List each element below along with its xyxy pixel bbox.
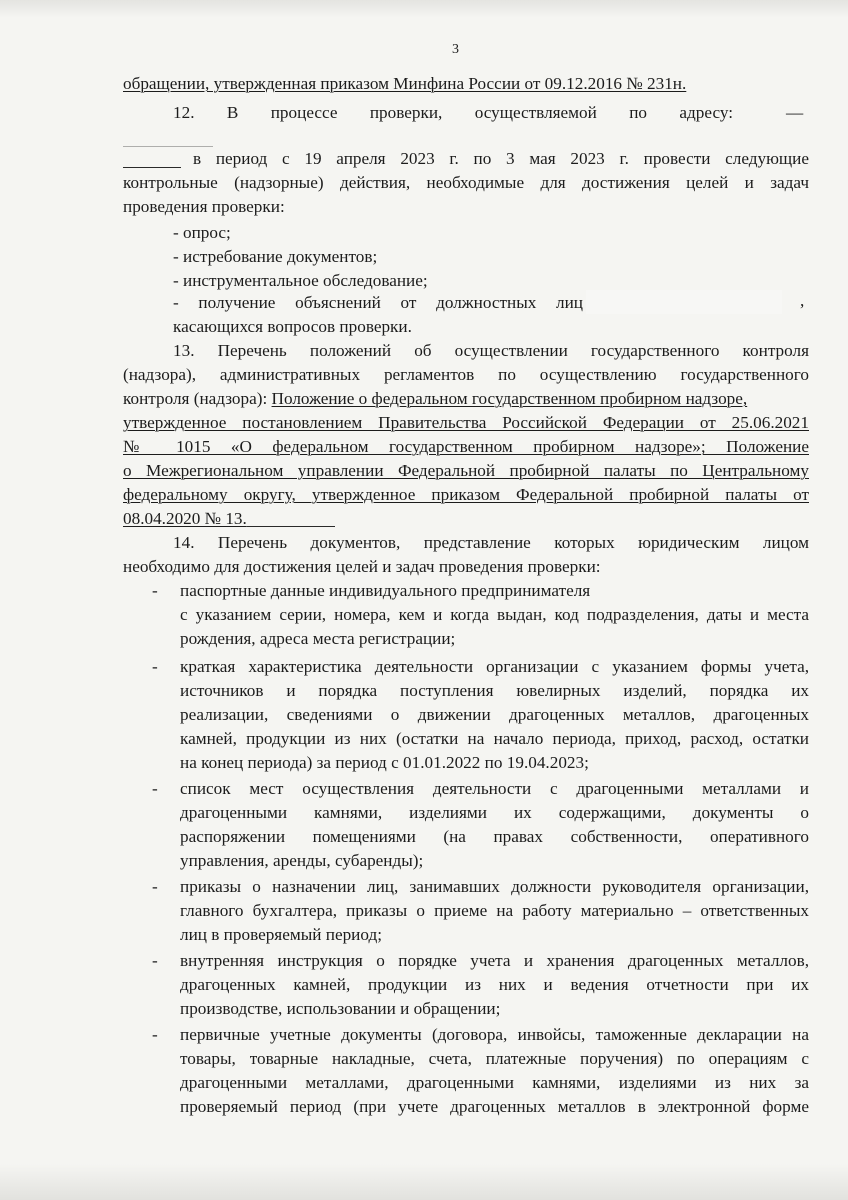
doc-list-item: первичные учетные документы (договора, инвойсы, таможенные декларации на bbox=[180, 1025, 809, 1044]
redacted-address-rule bbox=[123, 146, 213, 147]
item-13-line-1: 13. Перечень положений об осуществлении государственного контроля bbox=[173, 341, 809, 360]
scan-shadow-top bbox=[0, 0, 848, 18]
bullet-dash: - bbox=[152, 581, 158, 600]
bullet-dash: - bbox=[152, 657, 158, 676]
doc-list-item: приказы о назначении лиц, занимавших должности руководителя организации, bbox=[180, 877, 809, 896]
redacted-name bbox=[586, 290, 782, 314]
item-13-line-5: № 1015 «О федеральном государственном пробирном надзоре»; Положение bbox=[123, 437, 809, 456]
page-number: 3 bbox=[452, 42, 459, 57]
doc-list-item: товары, товарные накладные, счета, платежные поручения) по операциям с bbox=[180, 1049, 809, 1068]
item-12-dash: — bbox=[786, 103, 804, 122]
item-13-line-7: федеральному округу, утвержденное приказом Федеральной пробирной палаты от bbox=[123, 485, 809, 504]
item-12-text: 12. В процессе проверки, осуществляемой по адресу: bbox=[173, 103, 733, 122]
action-list-item: - инструментальное обследование; bbox=[173, 271, 428, 290]
doc-list-item: с указанием серии, номера, кем и когда выдан, код подразделения, даты и места bbox=[180, 605, 809, 624]
action-list-item: - истребование документов; bbox=[173, 247, 378, 266]
doc-list-item: распоряжении помещениями (на правах собственности, оперативного bbox=[180, 827, 809, 846]
doc-list-item: источников и порядка поступления ювелирных изделий, порядка их bbox=[180, 681, 809, 700]
doc-list-item: внутренняя инструкция о порядке учета и хранения драгоценных металлов, bbox=[180, 951, 809, 970]
item-14-line-2: необходимо для достижения целей и задач проведения проверки: bbox=[123, 557, 601, 576]
doc-list-item: проверяемый период (при учете драгоценных металлов в электронной форме bbox=[180, 1097, 809, 1116]
doc-list-item: список мест осуществления деятельности с драгоценными металлами и bbox=[180, 779, 809, 798]
doc-list-item: драгоценными камнями, изделиями их содержащими, документы о bbox=[180, 803, 809, 822]
doc-list-item: рождения, адреса места регистрации; bbox=[180, 629, 456, 648]
doc-list-item: на конец периода) за период с 01.01.2022 по 19.04.2023; bbox=[180, 753, 589, 772]
redacted-address-rule-2 bbox=[123, 167, 181, 168]
item-12-line-5: проведения проверки: bbox=[123, 197, 285, 216]
doc-list-item: камней, продукции из них (остатки на начало периода, приход, расход, остатки bbox=[180, 729, 809, 748]
item-14-line-1: 14. Перечень документов, представление которых юридическим лицом bbox=[173, 533, 809, 552]
bullet-dash: - bbox=[152, 877, 158, 896]
doc-list-item: лиц в проверяемый период; bbox=[180, 925, 382, 944]
doc-list-item: паспортные данные индивидуального предпринимателя bbox=[180, 581, 591, 600]
action-list-item: - опрос; bbox=[173, 223, 231, 242]
doc-list-item: управления, аренды, субаренды); bbox=[180, 851, 424, 870]
bullet-dash: - bbox=[152, 1025, 158, 1044]
action-list-item-4-cont: касающихся вопросов проверки. bbox=[173, 317, 412, 336]
item-12-line-3: в период с 19 апреля 2023 г. по 3 мая 2023 г. провести следующие bbox=[193, 149, 809, 168]
item-13-line-8: 08.04.2020 № 13. bbox=[123, 509, 247, 528]
doc-list-item: краткая характеристика деятельности организации с указанием формы учета, bbox=[180, 657, 809, 676]
item-13-line-3: контроля (надзора): Положение о федеральном государственном пробирном надзоре, bbox=[123, 389, 748, 408]
doc-list-item: производстве, использовании и обращении; bbox=[180, 999, 501, 1018]
underline-fill bbox=[247, 526, 335, 527]
doc-list-item: реализации, сведениями о движении драгоценных металлов, драгоценных bbox=[180, 705, 809, 724]
item-13-line-6: о Межрегиональном управлении Федеральной пробирной палаты по Центральному bbox=[123, 461, 809, 480]
item-13-line-2: (надзора), административных регламентов по осуществлению государственного bbox=[123, 365, 809, 384]
doc-list-item: драгоценных камней, продукции из них и ведения отчетности при их bbox=[180, 975, 809, 994]
bullet-dash: - bbox=[152, 951, 158, 970]
doc-list-item: главного бухгалтера, приказы о приеме на работу материально – ответственных bbox=[180, 901, 809, 920]
action-list-item-4-end: , bbox=[800, 291, 805, 310]
bullet-dash: - bbox=[152, 779, 158, 798]
doc-list-item: драгоценными металлами, драгоценными камнями, изделиями из них за bbox=[180, 1073, 809, 1092]
paragraph-11-tail: обращении, утвержденная приказом Минфина России от 09.12.2016 № 231н. bbox=[123, 74, 687, 93]
item-12-line-1 bbox=[173, 102, 733, 124]
scan-shadow-bottom bbox=[0, 1164, 848, 1200]
action-list-item-4: - получение объяснений от должностных лиц bbox=[173, 293, 583, 312]
regulation-link: Положение о федеральном государственном пробирном надзоре, bbox=[271, 389, 748, 408]
item-13-line-4: утвержденное постановлением Правительства Российской Федерации от 25.06.2021 bbox=[123, 413, 809, 432]
item-12-line-4: контрольные (надзорные) действия, необходимые для достижения целей и задач bbox=[123, 173, 809, 192]
